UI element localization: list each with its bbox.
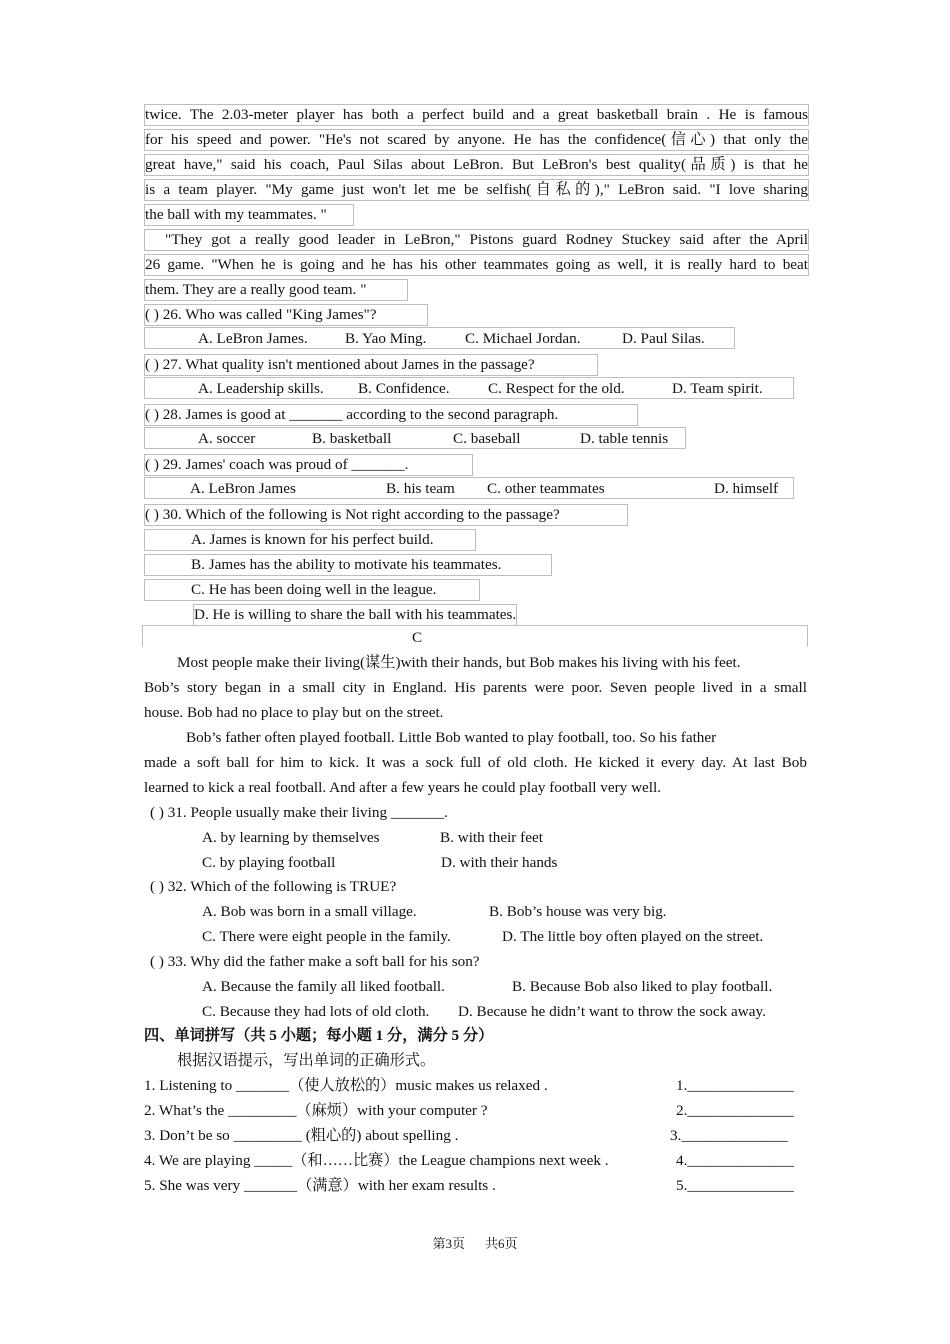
question-26-option-d: D. Paul Silas. — [622, 330, 705, 347]
question-33-option-d: D. Because he didn’t want to throw the sock away. — [458, 1003, 766, 1020]
passage-c-line-4: Bob’s father often played football. Little Bob wanted to play football, too. So his father — [186, 729, 717, 746]
question-31-option-d: D. with their hands — [441, 854, 558, 871]
spelling-answer-blank-4[interactable]: 4.______________ — [676, 1152, 794, 1169]
question-30-option-b: B. James has the ability to motivate his teammates. — [144, 554, 552, 576]
question-27-stem: ( ) 27. What quality isn't mentioned about James in the passage? — [144, 354, 598, 376]
question-29-option-a: A. LeBron James — [190, 480, 296, 497]
page-number: 第3页 — [432, 1236, 465, 1251]
question-28-option-c: C. baseball — [453, 430, 521, 447]
passage-b-line-7: 26 game. "When he is going and he has his other teammates going as well, it is really hard to beat — [144, 254, 809, 276]
question-31-option-b: B. with their feet — [440, 829, 543, 846]
page-total: 共6页 — [485, 1236, 518, 1251]
spelling-item-4: 4. We are playing _____（和……比赛）the League champions next week . — [144, 1152, 609, 1169]
passage-c-line-3: house. Bob had no place to play but on the street. — [144, 704, 444, 721]
question-32-stem: ( ) 32. Which of the following is TRUE? — [150, 878, 397, 895]
question-32-option-a: A. Bob was born in a small village. — [202, 903, 417, 920]
passage-b-line-1: twice. The 2.03-meter player has both a perfect build and a great basketball brain . He is famous — [144, 104, 809, 126]
question-32-option-b: B. Bob’s house was very big. — [489, 903, 667, 920]
question-27-option-c: C. Respect for the old. — [488, 380, 625, 397]
question-30-option-c: C. He has been doing well in the league. — [144, 579, 480, 601]
question-26-option-c: C. Michael Jordan. — [465, 330, 581, 347]
spelling-answer-blank-3[interactable]: 3.______________ — [670, 1127, 788, 1144]
question-31-stem: ( ) 31. People usually make their living _______. — [150, 804, 448, 821]
question-31-option-a: A. by learning by themselves — [202, 829, 380, 846]
passage-b-line-4: is a team player. "My game just won't let me be selfish(自私的)," LeBron said. "I love sharing — [144, 179, 809, 201]
question-26-option-b: B. Yao Ming. — [345, 330, 427, 347]
question-29-stem: ( ) 29. James' coach was proud of _______. — [144, 454, 473, 476]
section-4-title: 四、单词拼写（共 5 小题；每小题 1 分，满分 5 分） — [144, 1027, 494, 1044]
question-26-option-a: A. LeBron James. — [198, 330, 308, 347]
question-31-option-c: C. by playing football — [202, 854, 336, 871]
spelling-answer-blank-1[interactable]: 1.______________ — [676, 1077, 794, 1094]
question-30-option-a: A. James is known for his perfect build. — [144, 529, 476, 551]
question-28-stem: ( ) 28. James is good at _______ according to the second paragraph. — [144, 404, 638, 426]
passage-b-line-2: for his speed and power. "He's not scared by anyone. He has the confidence(信心) that only the — [144, 129, 809, 151]
spelling-answer-blank-5[interactable]: 5.______________ — [676, 1177, 794, 1194]
question-33-option-b: B. Because Bob also liked to play football. — [512, 978, 773, 995]
question-28-option-a: A. soccer — [198, 430, 256, 447]
spelling-item-1: 1. Listening to _______（使人放松的）music makes us relaxed . — [144, 1077, 548, 1094]
question-30-option-d: D. He is willing to share the ball with his teammates. — [193, 604, 517, 626]
section-c-heading: C — [412, 629, 423, 646]
passage-b-line-8: them. They are a really good team. " — [144, 279, 408, 301]
question-30-stem: ( ) 30. Which of the following is Not right according to the passage? — [144, 504, 628, 526]
spelling-answer-blank-2[interactable]: 2.______________ — [676, 1102, 794, 1119]
spelling-item-2: 2. What’s the _________（麻烦）with your computer ? — [144, 1102, 488, 1119]
question-27-option-d: D. Team spirit. — [672, 380, 763, 397]
question-33-option-c: C. Because they had lots of old cloth. — [202, 1003, 430, 1020]
passage-c-line-2: Bob’s story began in a small city in England. His parents were poor. Seven people lived in a small — [144, 679, 807, 696]
passage-b-line-3: great have," said his coach, Paul Silas about LeBron. But LeBron's best quality(品质) is that he — [144, 154, 809, 176]
question-33-option-a: A. Because the family all liked football. — [202, 978, 445, 995]
question-28-option-b: B. basketball — [312, 430, 392, 447]
question-29-option-b: B. his team — [386, 480, 455, 497]
question-29-option-c: C. other teammates — [487, 480, 605, 497]
passage-c-line-6: learned to kick a real football. And after a few years he could play football very well. — [144, 779, 662, 796]
section-c-heading-box — [142, 625, 808, 647]
spelling-item-5: 5. She was very _______（满意）with her exam results . — [144, 1177, 496, 1194]
passage-c-line-1: Most people make their living(谋生)with their hands, but Bob makes his living with his feet. — [177, 654, 741, 671]
page-footer — [0, 1233, 950, 1252]
question-28-option-d: D. table tennis — [580, 430, 669, 447]
question-27-option-b: B. Confidence. — [358, 380, 450, 397]
spelling-item-3: 3. Don’t be so _________ (粗心的) about spelling . — [144, 1127, 459, 1144]
question-29-option-d: D. himself — [714, 480, 779, 497]
question-26-stem: ( ) 26. Who was called "King James"? — [144, 304, 428, 326]
passage-b-line-5: the ball with my teammates. " — [144, 204, 354, 226]
question-32-option-d: D. The little boy often played on the street. — [502, 928, 764, 945]
question-33-stem: ( ) 33. Why did the father make a soft ball for his son? — [150, 953, 480, 970]
section-4-instruction: 根据汉语提示，写出单词的正确形式。 — [177, 1052, 436, 1069]
question-27-option-a: A. Leadership skills. — [198, 380, 324, 397]
passage-b-line-6: "They got a really good leader in LeBron," Pistons guard Rodney Stuckey said after the April — [144, 229, 809, 251]
question-32-option-c: C. There were eight people in the family. — [202, 928, 451, 945]
passage-c-line-5: made a soft ball for him to kick. It was a sock full of old cloth. He kicked it every day. At last Bob — [144, 754, 807, 771]
